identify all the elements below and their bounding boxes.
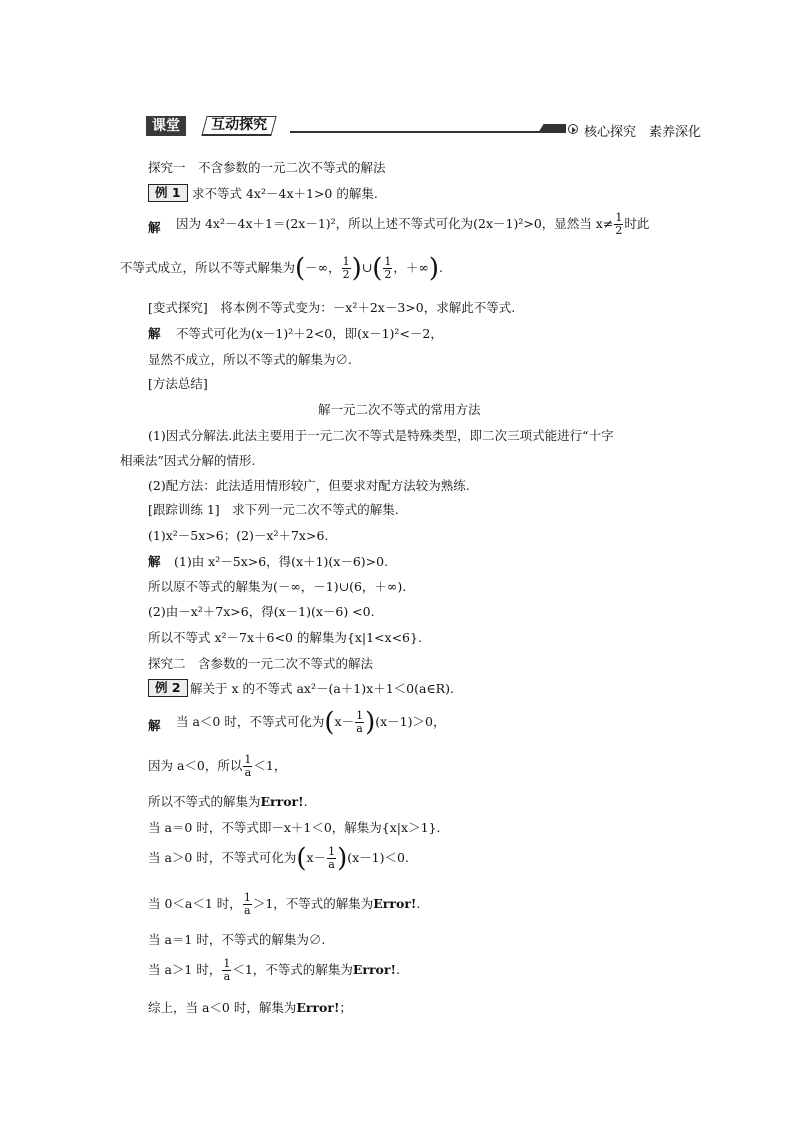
solution-line-1: 因为 4x²－4x＋1＝(2x－1)²，所以上述不等式可化为(2x－1)²>0，显然当 x≠ $\frac{1}{2}$ 时此 [176, 211, 650, 237]
example-2-label: 例 2 [148, 679, 188, 697]
method-1-line-1: (1)因式分解法.此法主要用于一元二次不等式是特殊类型，即二次三项式能进行“十字 [148, 428, 614, 443]
section-header-tag: 课堂 [146, 116, 186, 136]
variation-line: [变式探究] 将本例不等式变为：－x²＋2x－3>0，求解此不等式. [148, 300, 516, 315]
example-2-line-7: 当 a＝1 时，不等式的解集为∅. [148, 932, 326, 947]
track-solution-line-1: (1)由 x²－5x>6，得(x＋1)(x－6)>0. [174, 554, 389, 569]
solution-label: 解 [148, 220, 161, 235]
example-2-line-4: 当 a＝0 时，不等式即－x＋1＜0，解集为{x|x＞1}. [148, 820, 441, 835]
track-solution-line-2: 所以原不等式的解集为(－∞，－1)∪(6，＋∞). [148, 579, 407, 594]
header-right-label: 核心探究 素养深化 [584, 125, 702, 140]
track-solution-line-3: (2)由－x²＋7x>6，得(x－1)(x－6) <0. [148, 604, 375, 619]
example-2-line-8: 当 a＞1 时， $\frac{1}{a}$ ＜1，不等式的解集为Error!. [148, 957, 400, 983]
section-2-title: 探究二 含参数的一元二次不等式的解法 [148, 656, 374, 671]
example-2-line-5: 当 a＞0 时，不等式可化为(x－ $\frac{1}{a}$ )(x－1)＜0. [148, 843, 409, 874]
header-bar [538, 124, 566, 133]
example-2-line-9: 综上，当 a＜0 时，解集为Error!； [148, 1000, 352, 1015]
example-2-text: 解关于 x 的不等式 ax²－(a＋1)x＋1＜0(a∈R). [190, 681, 454, 696]
section-header-title: 互动探究 [201, 116, 276, 136]
method-2: (2)配方法：此法适用情形较广，但要求对配方法较为熟练. [148, 478, 470, 493]
method-label: [方法总结] [148, 376, 208, 391]
track-question: (1)x²－5x>6；(2)－x²＋7x>6. [148, 528, 329, 543]
example-2-solution-label: 解 [148, 718, 161, 733]
example-2-line-6: 当 0＜a＜1 时， $\frac{1}{a}$ ＞1，不等式的解集为Error!. [148, 891, 421, 917]
example-1-text: 求不等式 4x²－4x＋1>0 的解集. [192, 186, 378, 201]
method-1-line-2: 相乘法”因式分解的情形. [120, 453, 256, 468]
solution-line-2: 不等式成立，所以不等式解集为(－∞， $\frac{1}{2}$ )∪( $\frac{1}{2}$ ，＋∞). [120, 253, 443, 284]
header-rule [290, 131, 560, 133]
play-icon [568, 124, 578, 134]
variation-solution-label: 解 [148, 326, 161, 341]
track-solution-label: 解 [148, 554, 161, 569]
variation-solution-line-2: 显然不成立，所以不等式的解集为∅. [148, 352, 352, 367]
section-1-title: 探究一 不含参数的一元二次不等式的解法 [148, 160, 386, 175]
example-2-line-2: 因为 a＜0，所以 $\frac{1}{a}$ ＜1， [148, 753, 287, 779]
method-title: 解一元二次不等式的常用方法 [318, 402, 481, 417]
track-line: [跟踪训练 1] 求下列一元二次不等式的解集. [148, 502, 399, 517]
example-1-label: 例 1 [148, 184, 188, 202]
track-solution-line-4: 所以不等式 x²－7x＋6<0 的解集为{x|1<x<6}. [148, 630, 422, 645]
example-2-line-3: 所以不等式的解集为Error!. [148, 794, 308, 809]
variation-solution-line-1: 不等式可化为(x－1)²＋2<0，即(x－1)²<－2， [176, 326, 443, 341]
example-2-line-1: 当 a＜0 时，不等式可化为(x－ $\frac{1}{a}$ )(x－1)＞0， [176, 707, 446, 738]
